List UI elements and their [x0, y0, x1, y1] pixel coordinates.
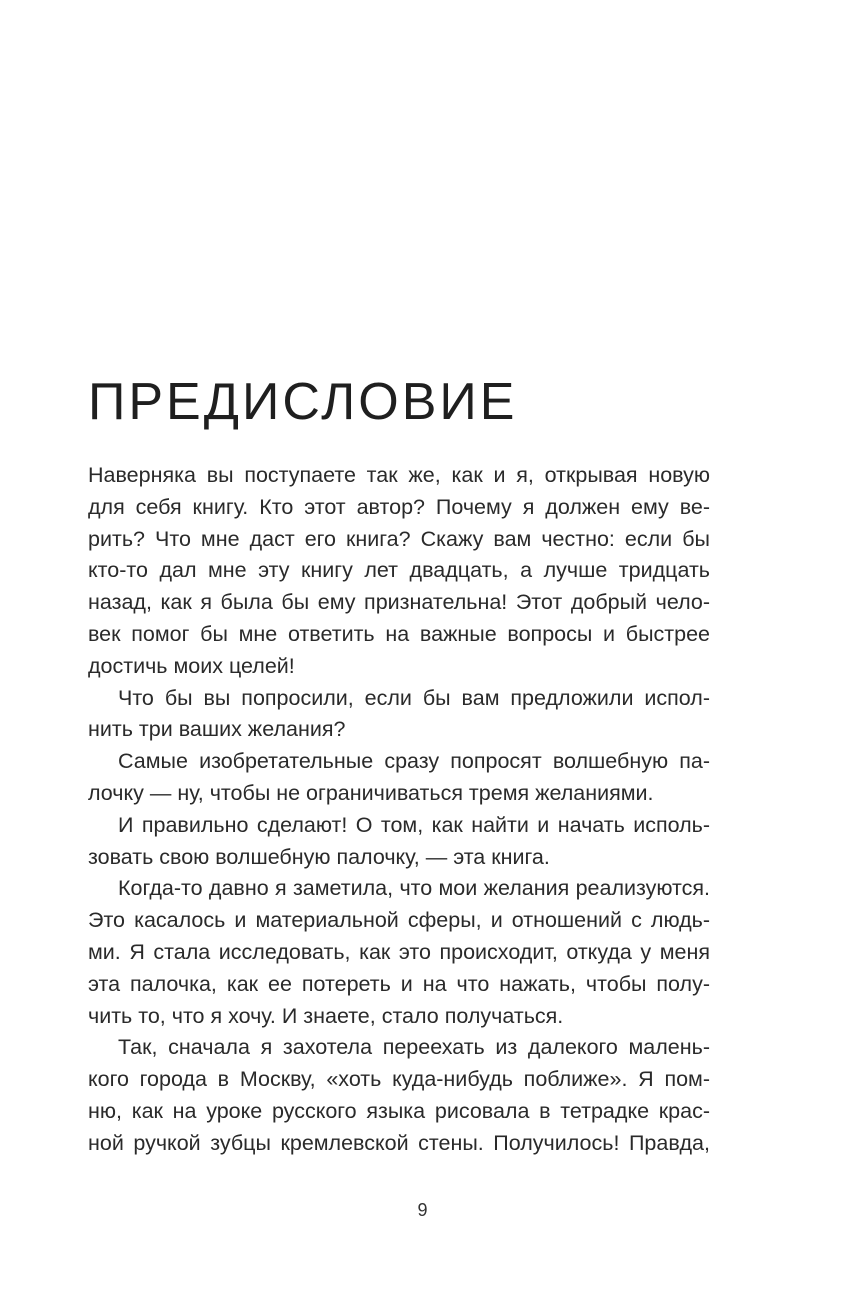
text-line: Это касалось и материальной сферы, и отношений с людь-	[88, 908, 710, 933]
text-line: век помог бы мне ответить на важные вопросы и быстрее	[88, 621, 710, 646]
text-line: ми. Я стала исследовать, как это происходит, откуда у меня	[88, 939, 710, 964]
text-line: для себя книгу. Кто этот автор? Почему я должен ему ве-	[88, 494, 710, 519]
text-line: И правильно сделают! О том, как найти и начать исполь-	[118, 812, 710, 837]
text-line: Самые изобретательные сразу попросят волшебную па-	[118, 749, 710, 774]
text-line: Что бы вы попросили, если бы вам предложили испол-	[118, 685, 710, 710]
text-line: кого города в Москву, «хоть куда-нибудь поближе». Я пом-	[88, 1067, 710, 1092]
chapter-title: ПРЕДИСЛОВИЕ	[88, 373, 518, 431]
text-line: рить? Что мне даст его книга? Скажу вам честно: если бы	[88, 526, 710, 551]
body-text	[88, 460, 710, 1160]
text-line: назад, как я была бы ему признательна! Этот добрый чело-	[88, 590, 710, 615]
text-line: достичь моих целей!	[88, 653, 295, 678]
text-line: зовать свою волшебную палочку, — эта книга.	[88, 844, 550, 869]
text-line: ню, как на уроке русского языка рисовала в тетрадке крас-	[88, 1098, 710, 1123]
text-line: Наверняка вы поступаете так же, как и я, открывая новую	[88, 463, 710, 487]
text-line: ной ручкой зубцы кремлевской стены. Получилось! Правда,	[88, 1130, 710, 1155]
text-line: нить три ваших желания?	[88, 717, 346, 742]
text-line: эта палочка, как ее потереть и на что нажать, чтобы полу-	[88, 971, 710, 996]
text-line: Так, сначала я захотела переехать из далекого малень-	[118, 1035, 710, 1060]
text-line: лочку — ну, чтобы не ограничиваться тремя желаниями.	[88, 780, 654, 805]
page-number: 9	[417, 1200, 428, 1220]
text-line: чить то, что я хочу. И знаете, стало получаться.	[88, 1003, 564, 1028]
text-line: Когда-то давно я заметила, что мои желания реализуются.	[118, 876, 710, 901]
text-line: кто-то дал мне эту книгу лет двадцать, а лучше тридцать	[88, 558, 710, 583]
